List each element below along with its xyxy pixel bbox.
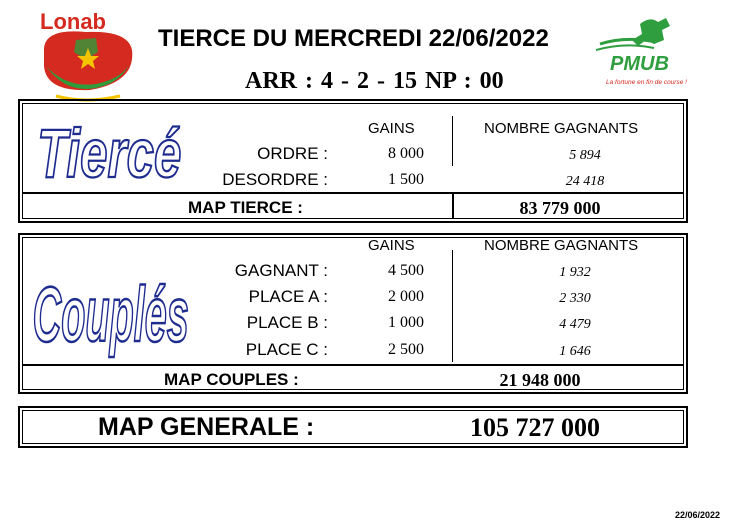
map-tierce-label: MAP TIERCE :: [188, 198, 303, 217]
tierce-row-label: ORDRE :: [257, 144, 328, 163]
map-tierce-value: 83 779 000: [519, 198, 601, 218]
couples-row-gain: 4 500: [388, 262, 424, 279]
pmub-logo: [596, 14, 692, 94]
divider: [452, 116, 453, 166]
couples-word-art: [30, 250, 190, 365]
map-couples-value: 21 948 000: [499, 370, 581, 390]
footer-date: 22/06/2022: [674, 510, 720, 520]
tierce-word: Tiercé: [37, 114, 182, 192]
pmub-tagline: La fortune en fin de course !: [606, 79, 687, 86]
map-generale-label: MAP GENERALE :: [98, 413, 315, 441]
lonab-logo-text: Lonab: [40, 9, 106, 34]
tierce-gains-header: GAINS: [368, 120, 415, 137]
couples-row-label: PLACE B :: [246, 313, 328, 332]
tierce-row-gain: 1 500: [388, 171, 424, 188]
tierce-gagnants-header: NOMBRE GAGNANTS: [484, 120, 639, 137]
couples-row-gagnants: 4 479: [559, 317, 591, 332]
divider: [452, 194, 454, 218]
lonab-logo: [36, 8, 140, 104]
couples-row-label: PLACE A :: [248, 287, 328, 306]
couples-row-gain: 2 000: [388, 288, 424, 305]
couples-row-gain: 1 000: [388, 314, 424, 331]
divider: [452, 250, 453, 362]
page-title: TIERCE DU MERCREDI 22/06/2022: [158, 25, 549, 52]
tierce-row-gain: 8 000: [388, 145, 424, 162]
couples-row-gagnants: 2 330: [559, 291, 591, 306]
couples-gains-header: GAINS: [368, 237, 415, 254]
couples-row-gagnants: 1 646: [559, 344, 591, 359]
arrivee-line: ARR : 4 - 2 - 15 NP : 00: [245, 68, 504, 94]
pmub-logo-text: PMUB: [610, 53, 669, 75]
tierce-word-art: [34, 108, 184, 197]
couples-word: Couplés: [32, 271, 189, 359]
map-couples-label: MAP COUPLES :: [164, 370, 299, 389]
couples-gagnants-header: NOMBRE GAGNANTS: [484, 237, 639, 254]
couples-row-gain: 2 500: [388, 341, 424, 358]
map-generale-value: 105 727 000: [470, 413, 600, 442]
couples-row-label: GAGNANT :: [234, 261, 328, 280]
couples-row-label: PLACE C :: [245, 340, 328, 359]
tierce-row-gagnants: 24 418: [565, 174, 605, 189]
tierce-row-gagnants: 5 894: [569, 148, 601, 163]
couples-row-gagnants: 1 932: [559, 265, 591, 280]
tierce-row-label: DESORDRE :: [222, 170, 328, 189]
